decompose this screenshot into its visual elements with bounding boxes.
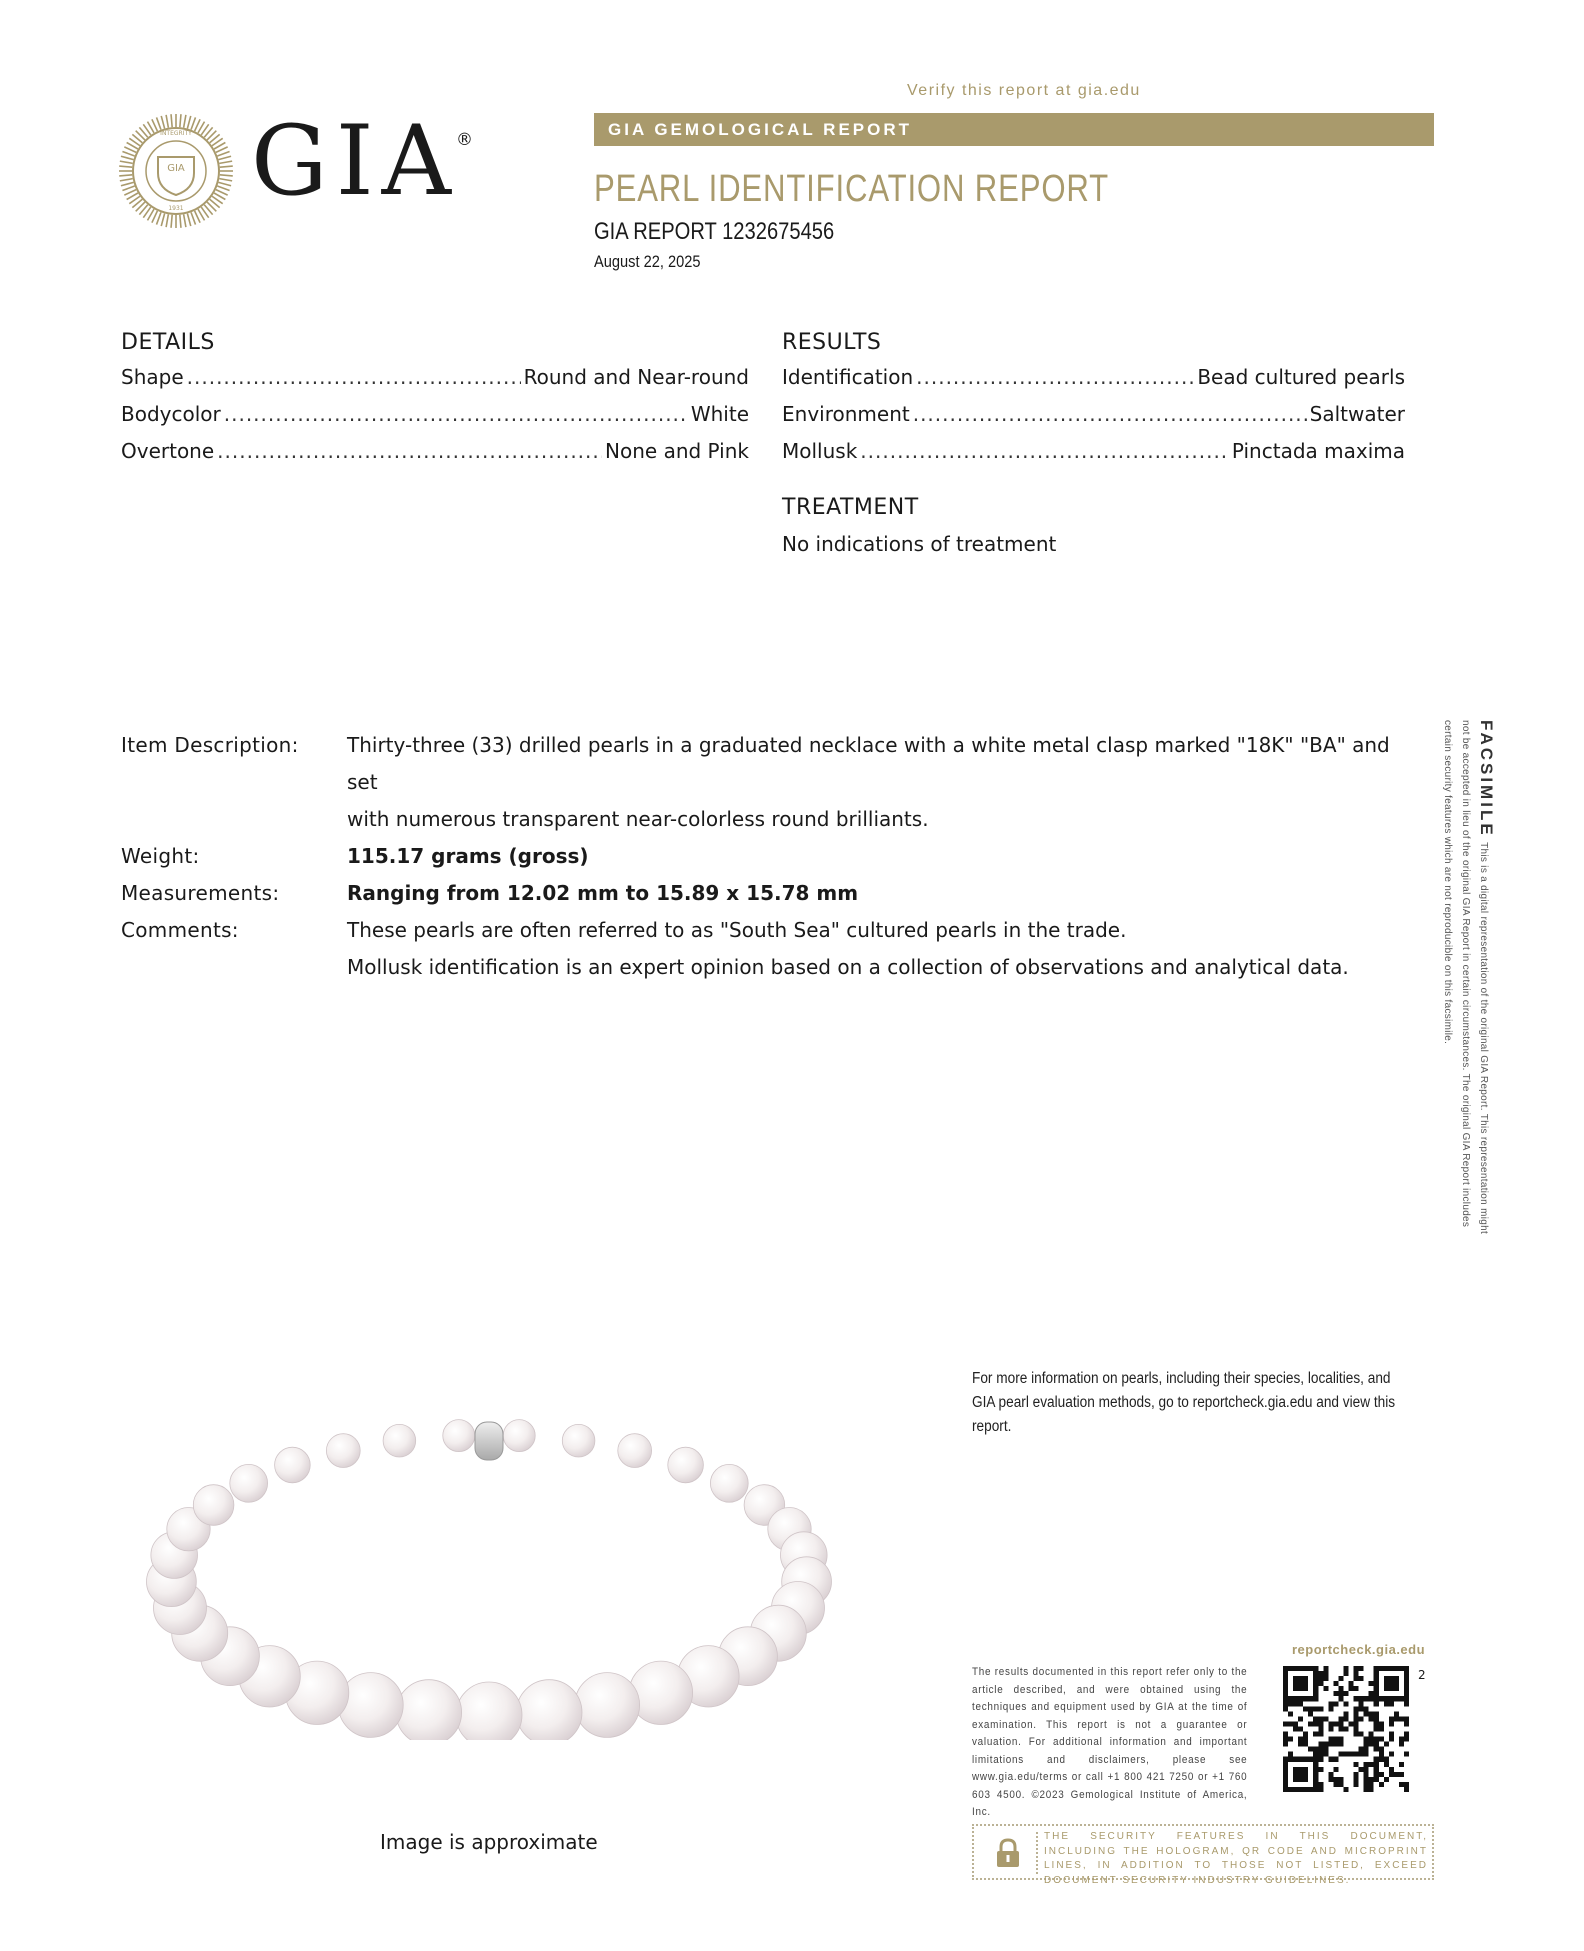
seal-ray [219,161,232,163]
seal-ray [219,182,232,185]
seal-ray [119,166,132,167]
pearl [456,1682,522,1740]
seal-ray [121,182,134,185]
seal-ray [161,116,164,129]
clasp [475,1422,503,1460]
seal-ray [219,179,232,181]
qr-code[interactable] [1283,1666,1409,1792]
seal-ray [184,214,186,227]
seal-ray [191,117,195,129]
svg-text:INTEGRITY: INTEGRITY [160,130,192,137]
treatment-heading: TREATMENT [782,495,919,520]
measurements-row [121,875,1411,912]
pearl [618,1434,652,1468]
seal-ray [166,115,168,128]
treatment-text: No indications of treatment [782,532,1057,556]
seal-ray [122,186,134,190]
leader-dots [217,439,602,463]
item-description-block [121,727,1411,986]
comments-row [121,912,1411,986]
seal-ray [217,152,229,156]
pearl [230,1464,268,1502]
pearl [562,1424,595,1457]
details-section [121,330,749,476]
measurements-label: Measurements: [121,881,280,905]
results-row-mollusk [782,439,1405,476]
results-heading: RESULTS [782,330,882,355]
pearl [338,1673,403,1738]
results-label: Mollusk [782,439,858,463]
details-label: Overtone [121,439,215,463]
pearl [275,1447,311,1483]
pearl [383,1424,416,1457]
item-description-row [121,727,1411,838]
reportcheck-link[interactable]: reportcheck.gia.edu [1292,1642,1426,1657]
measurements-value: Ranging from 12.02 mm to 15.89 x 15.78 mm [347,881,859,905]
seal-ray [191,212,195,224]
item-description-line: Thirty-three (33) drilled pearls in a graduated necklace with a white metal clasp marked "18K" "BA" and set [347,733,1390,794]
seal-ray [220,175,233,176]
report-number: GIA REPORT 1232675456 [594,218,835,245]
results-label: Identification [782,365,914,389]
svg-text:1931: 1931 [168,205,184,212]
disclaimer-text: The results documented in this report refer only to the article described, and were obtained using the techniques and equipment used by GIA at the time of examination. This report is not a guarantee or valuation. For additional information and important limitations and disclaimers, please see www.gia.edu/terms or call +1 800 421 7250 or +1 760 603 4500. ©2023 Gemological Institute of America, Inc. [972,1666,1248,1818]
seal-ray [171,215,172,228]
leader-dots [860,439,1229,463]
seal-ray [184,115,186,128]
report-date: August 22, 2025 [594,252,701,271]
seal-ray [187,214,190,227]
leader-dots [224,402,688,426]
details-row-bodycolor [121,402,749,439]
seal-ray [121,156,134,159]
lock-icon [994,1838,1022,1868]
gia-seal-logo [118,113,234,229]
details-value: None and Pink [605,439,749,463]
pearl [326,1434,360,1468]
seal-ray [157,117,161,129]
facsimile-text: This is a digital representation of the original GIA Report. This representation might not be accepted in lieu of the original GIA Report in certain circumstances. The original GIA Report includes certain security features which are not reproducible on this facsimile. [1442,720,1489,1235]
results-value: Bead cultured pearls [1197,365,1405,389]
results-value: Pinctada maxima [1231,439,1405,463]
results-section [782,330,1405,476]
report-type-bar [594,113,1434,146]
security-text: THE SECURITY FEATURES IN THIS DOCUMENT, INCLUDING THE HOLOGRAM, QR CODE AND MICROPRINT LINES, IN ADDITION TO THOSE NOT LISTED, EXCEED DOCUMENT SECURITY INDUSTRY GUIDELINES. [1044,1831,1428,1886]
pearl [668,1447,704,1483]
seal-ray [120,161,133,163]
pearl [516,1680,582,1740]
seal-ray [119,175,132,176]
pearl-necklace-image [140,1400,840,1740]
comments-label: Comments: [121,918,239,942]
comments-line: These pearls are often referred to as "South Sea" cultured pearls in the trade. [347,918,1127,942]
seal-ray [122,152,134,156]
seal-ray [217,186,229,190]
seal-ray [220,166,233,167]
item-description-label: Item Description: [121,733,299,757]
comments-line: Mollusk identification is an expert opinion based on a collection of observations and analytical data. [347,955,1349,979]
pearl [443,1420,475,1452]
comments-value [347,912,1411,986]
seal-ray [166,214,168,227]
pearl [629,1661,692,1724]
facsimile-title: FACSIMILE [1477,720,1496,838]
report-type-label: GIA GEMOLOGICAL REPORT [608,120,913,139]
pearl [396,1680,462,1740]
treatment-section [782,495,1056,556]
image-caption: Image is approximate [380,1830,598,1854]
pearl [710,1464,748,1502]
seal-ray [187,116,190,129]
item-description-value [347,727,1411,838]
item-description-line: with numerous transparent near-colorless round brilliants. [347,807,929,831]
weight-value: 115.17 grams (gross) [347,844,589,868]
seal-ray [171,114,172,127]
registered-mark: ® [456,130,473,150]
leader-dots [187,365,521,389]
security-notice [972,1824,1434,1886]
divider [1036,1832,1038,1874]
details-heading: DETAILS [121,330,215,355]
seal-ray [219,156,232,159]
page-number: 2 [1418,1668,1426,1682]
leader-dots [916,365,1194,389]
pearl [193,1485,234,1526]
results-row-identification [782,365,1405,402]
svg-text:GIA: GIA [167,163,185,174]
weight-label: Weight: [121,844,200,868]
leader-dots [913,402,1307,426]
results-value: Saltwater [1309,402,1405,426]
results-row-environment [782,402,1405,439]
pearl [503,1420,535,1452]
more-info-text: For more information on pearls, including their species, localities, and GIA pearl evaluation methods, go to reportcheck.gia.edu and view this report. [972,1370,1396,1435]
gia-wordmark: GIA [251,105,459,217]
details-label: Shape [121,365,184,389]
seal-ray [120,179,133,181]
details-label: Bodycolor [121,402,221,426]
seal-ray [157,212,161,224]
seal-ray [161,214,164,227]
seal-ray [180,114,181,127]
weight-row [121,838,1411,875]
report-title: PEARL IDENTIFICATION REPORT [594,168,1109,210]
results-label: Environment [782,402,910,426]
details-row-shape [121,365,749,402]
pearl [575,1673,640,1738]
details-value: Round and Near-round [523,365,749,389]
facsimile-notice [1442,720,1496,1240]
seal-ray [180,215,181,228]
verify-link[interactable]: Verify this report at gia.edu [907,82,1141,99]
details-value: White [690,402,749,426]
details-row-overtone [121,439,749,476]
